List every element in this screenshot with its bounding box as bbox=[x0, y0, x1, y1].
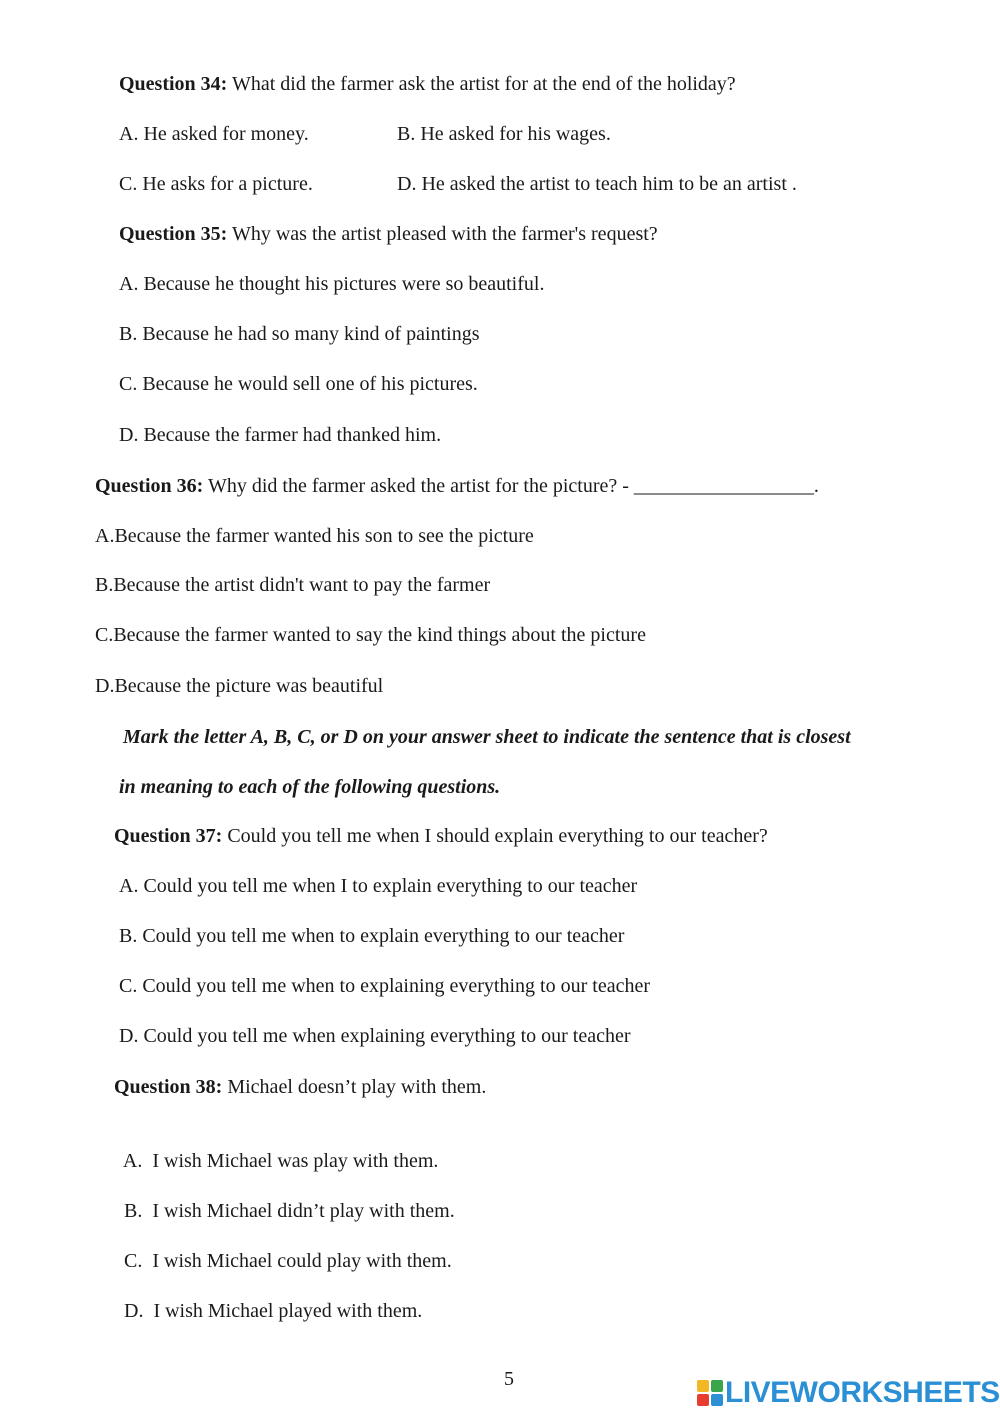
option-text: B. Could you tell me when to explain everything to our teacher bbox=[119, 925, 625, 947]
answer-option-b[interactable] bbox=[95, 573, 490, 597]
question-label: Question 35: bbox=[119, 223, 228, 245]
answer-option-d[interactable] bbox=[95, 674, 383, 698]
instruction-line-1: Mark the letter A, B, C, or D on your answer sheet to indicate the sentence that is closest bbox=[123, 726, 851, 748]
option-text: D. I wish Michael played with them. bbox=[124, 1300, 423, 1322]
option-text: D. Could you tell me when explaining everything to our teacher bbox=[119, 1025, 631, 1047]
answer-option-a[interactable] bbox=[119, 272, 544, 296]
answer-option-a[interactable] bbox=[114, 1125, 439, 1172]
logo-square-icon bbox=[697, 1394, 709, 1406]
option-text: A. Because he thought his pictures were so beautiful. bbox=[119, 273, 545, 295]
question-label: Question 34: bbox=[119, 73, 228, 95]
option-text: A.Because the farmer wanted his son to see the picture bbox=[95, 525, 534, 547]
question-36 bbox=[95, 474, 819, 498]
option-text: C. He asks for a picture. bbox=[119, 173, 313, 195]
question-label: Question 37: bbox=[114, 825, 223, 847]
logo-square-icon bbox=[697, 1380, 709, 1392]
answer-option-c[interactable] bbox=[95, 623, 646, 647]
answer-option-d[interactable] bbox=[397, 172, 797, 196]
question-text: Could you tell me when I should explain everything to our teacher? bbox=[222, 825, 768, 847]
answer-option-a[interactable] bbox=[119, 874, 637, 898]
logo-grid-icon bbox=[697, 1380, 723, 1406]
answer-option-c[interactable] bbox=[119, 172, 313, 196]
question-38 bbox=[114, 1075, 486, 1099]
answer-option-c[interactable] bbox=[119, 372, 478, 396]
answer-option-b[interactable] bbox=[114, 1175, 455, 1222]
option-text: C. Because he would sell one of his pictures. bbox=[119, 373, 478, 395]
option-text: B. Because he had so many kind of paintings bbox=[119, 323, 480, 345]
option-text: B.Because the artist didn't want to pay the farmer bbox=[95, 574, 491, 596]
question-35 bbox=[119, 222, 658, 246]
option-text: A. He asked for money. bbox=[119, 123, 309, 145]
answer-option-d[interactable] bbox=[119, 1024, 631, 1048]
answer-option-a[interactable] bbox=[95, 524, 534, 548]
instruction-line-2: in meaning to each of the following questions. bbox=[119, 776, 501, 798]
question-37 bbox=[114, 824, 768, 848]
answer-option-b[interactable] bbox=[119, 322, 480, 346]
question-text: Why was the artist pleased with the farmer's request? bbox=[227, 223, 658, 245]
question-text: What did the farmer ask the artist for at the end of the holiday? bbox=[227, 73, 736, 95]
question-label: Question 38: bbox=[114, 1076, 223, 1098]
option-text: A. Could you tell me when I to explain everything to our teacher bbox=[119, 875, 638, 897]
logo-square-icon bbox=[711, 1380, 723, 1392]
page-number: 5 bbox=[504, 1368, 514, 1390]
logo-text: LIVEWORKSHEETS bbox=[725, 1376, 1000, 1409]
question-label: Question 36: bbox=[95, 475, 204, 497]
option-text: C. Could you tell me when to explaining everything to our teacher bbox=[119, 975, 650, 997]
answer-option-c[interactable] bbox=[119, 974, 650, 998]
option-text: C.Because the farmer wanted to say the kind things about the picture bbox=[95, 624, 646, 646]
answer-option-a[interactable] bbox=[119, 122, 309, 146]
question-34 bbox=[119, 72, 736, 96]
option-text: D. Because the farmer had thanked him. bbox=[119, 424, 442, 446]
option-text: B. He asked for his wages. bbox=[397, 123, 611, 145]
option-text: C. I wish Michael could play with them. bbox=[124, 1250, 452, 1272]
answer-option-b[interactable] bbox=[397, 122, 611, 146]
answer-option-d[interactable] bbox=[114, 1275, 423, 1322]
option-text: D.Because the picture was beautiful bbox=[95, 675, 384, 697]
logo-square-icon bbox=[711, 1394, 723, 1406]
answer-option-b[interactable] bbox=[119, 924, 624, 948]
liveworksheets-logo[interactable] bbox=[697, 1377, 1000, 1409]
answer-option-d[interactable] bbox=[119, 423, 441, 447]
option-text: B. I wish Michael didn’t play with them. bbox=[124, 1200, 455, 1222]
question-text: Michael doesn’t play with them. bbox=[222, 1076, 487, 1098]
question-text: Why did the farmer asked the artist for the picture? - __________________. bbox=[203, 475, 819, 497]
option-text: A. I wish Michael was play with them. bbox=[122, 1150, 439, 1172]
answer-option-c[interactable] bbox=[114, 1225, 452, 1272]
option-text: D. He asked the artist to teach him to be an artist . bbox=[397, 173, 797, 195]
